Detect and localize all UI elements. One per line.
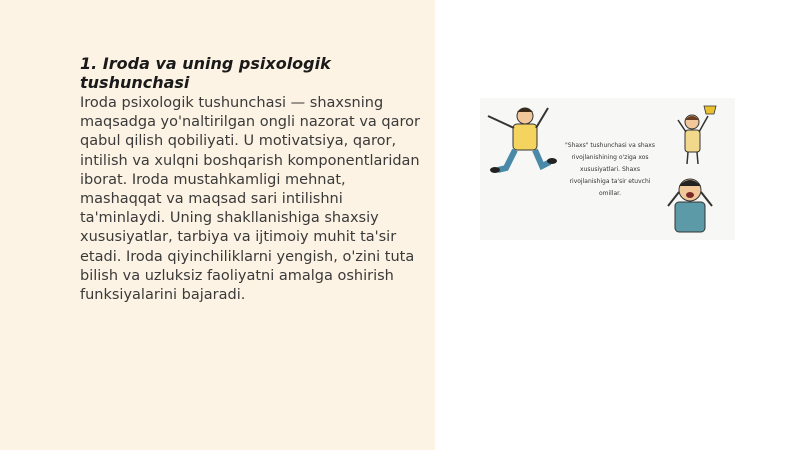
slide-title: 1. Iroda va uning psixologik tushunchasi — [80, 54, 331, 92]
slide-body-text: Iroda psixologik tushunchasi — shaxsning maqsadga yo'naltirilgan ongli nazorat va qaror qabul qilish qobiliyati. U motivatsiya, qaror, intilish va xulqni boshqarish komponentlaridan iborat. Iroda mustahkamligi mehnat, mashaqqat va maqsad sari intilishni ta'minlaydi. Uning shakllanishiga shaxsiy xususiyatlar, tarbiya va ijtimoiy muhit ta'sir etadi. Iroda qiyinchiliklarni yengish, o'zini tuta bilish va uzluksiz faoliyatni amalga oshirish funksiyalarini bajaradi. — [80, 95, 420, 304]
illustration-caption: "Shaxs" tushunchasi va shaxs rivojlanishining o'ziga xos xususiyatlari. Shaxs rivojlanishiga ta'sir etuvchi omillar. — [565, 142, 655, 197]
illustration-image — [480, 98, 735, 240]
